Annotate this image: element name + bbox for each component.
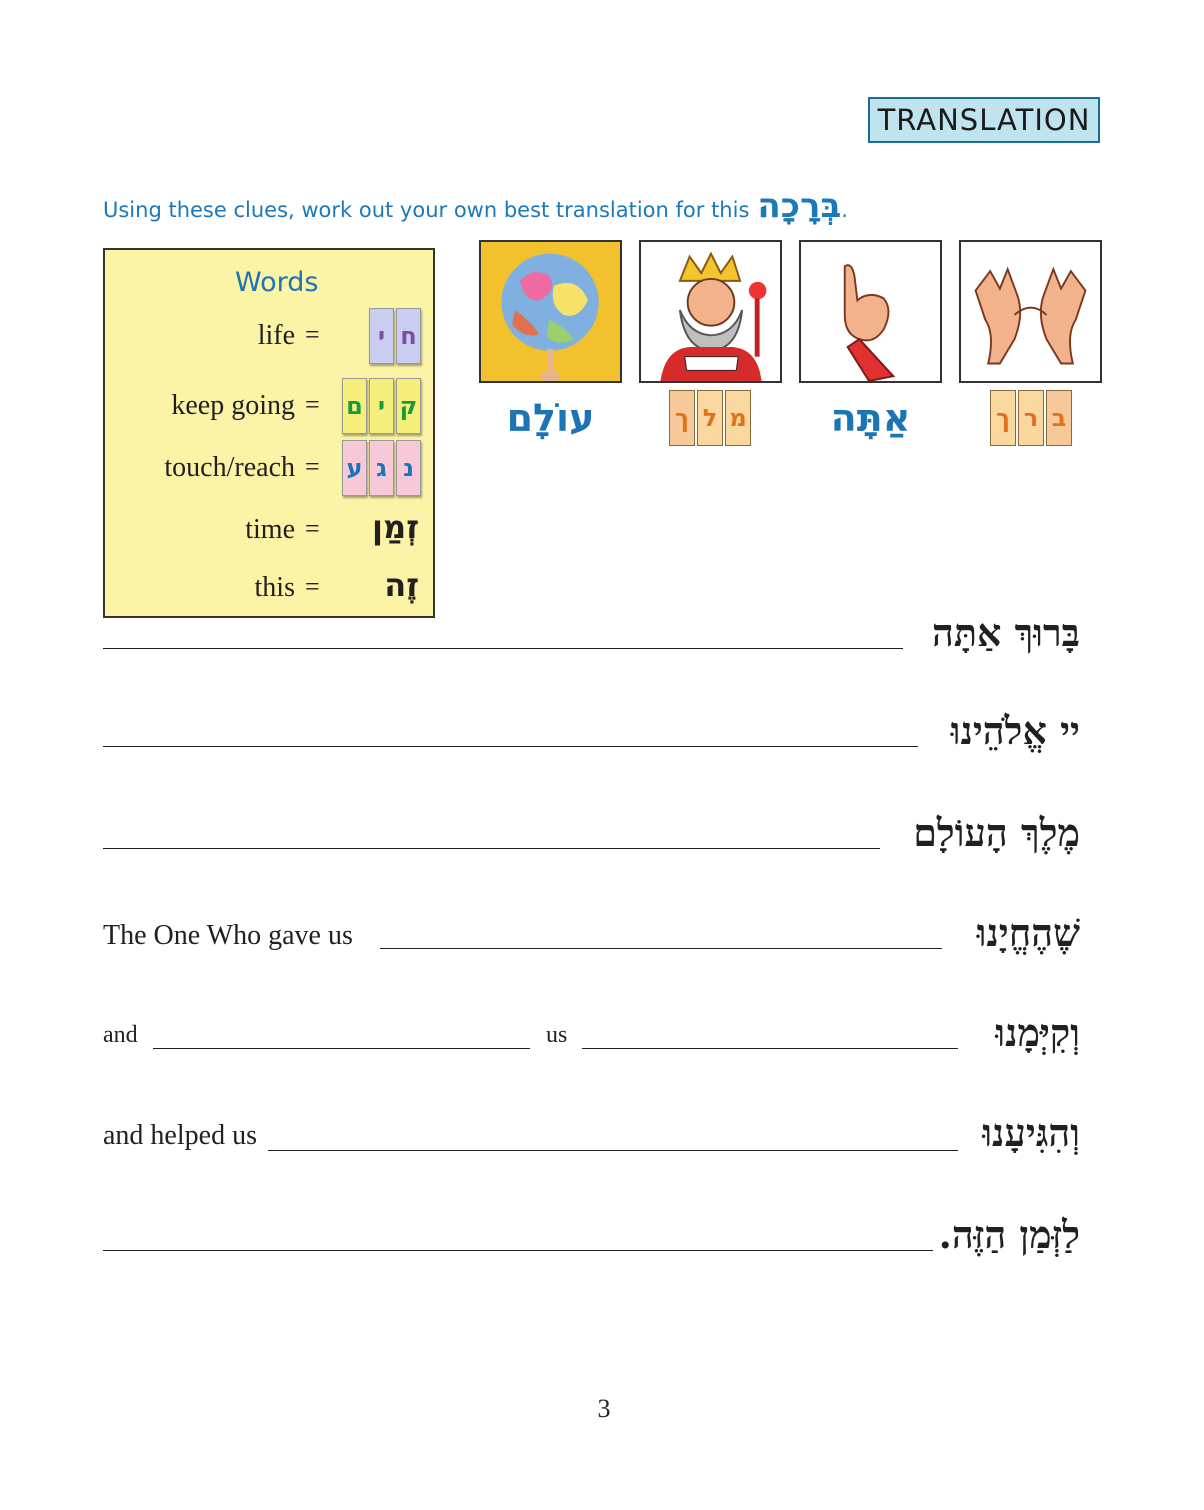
answer-line[interactable] [268,1150,958,1151]
letter-tile: ל [697,390,723,446]
word-row-touch-reach [105,440,435,500]
blessing-line-hebrew: לַזְּמַן הַזֶּה. [938,1212,1080,1257]
blessing-hands-icon [961,242,1100,381]
letter-tiles [342,440,421,496]
instruction-hebrew-word: בְּרָכָה [757,186,842,226]
equals-sign: = [305,572,320,601]
pointing-hand-icon [801,242,940,381]
letter-tile: נ [396,440,421,496]
answer-line[interactable] [103,746,918,747]
letter-tile: י [369,308,394,364]
blessing-line-hebrew: וְקִיְּמָנוּ [995,1010,1080,1055]
english-middle: us [546,1022,568,1048]
king-picture [639,240,782,383]
words-box [103,248,435,618]
word-row-time [105,502,435,562]
letter-tile: ב [1046,390,1072,446]
word-english: keep going [171,390,295,421]
instruction-text [103,186,848,226]
equals-sign: = [305,452,320,481]
blessing-line-hebrew: וְהִגִּיעָנוּ [982,1110,1080,1155]
blessing-line-hebrew: שֶׁהֶחֱיָנוּ [976,910,1080,955]
letter-tile: ר [1018,390,1044,446]
letter-tile: ע [342,440,367,496]
picture-caption: אַתָּה [830,396,911,440]
instruction-period: . [841,198,848,222]
answer-line[interactable] [103,1250,933,1251]
word-english: life [257,320,295,351]
word-hebrew: זְמַן [372,508,419,546]
blessing-line-hebrew: יי אֱלֹהֵינוּ [950,708,1080,753]
letter-tiles [369,308,421,364]
word-row-life [105,308,435,368]
blessing-picture [959,240,1102,383]
globe-picture [479,240,622,383]
equals-sign: = [305,390,320,419]
answer-line[interactable] [103,648,903,649]
words-heading: Words [235,267,319,298]
letter-tile: ך [990,390,1016,446]
answer-line[interactable] [380,948,942,949]
word-row-keep-going [105,378,435,438]
letter-tile: ם [342,378,367,434]
blessing-line-hebrew: מֶלֶךְ הָעוֹלָם [913,810,1080,855]
word-row-this [105,560,435,620]
equals-sign: = [305,514,320,543]
blessing-line-hebrew: בָּרוּךְ אַתָּה [931,610,1080,655]
word-english: touch/reach [164,452,295,483]
letter-tile: ק [396,378,421,434]
equals-sign: = [305,320,320,349]
letter-tiles [342,378,421,434]
letter-tile: י [369,378,394,434]
letter-tile: ח [396,308,421,364]
picture-caption-tiles [669,390,751,446]
page-number: 3 [597,1394,611,1423]
instruction-body: Using these clues, work out your own best translation for this [103,198,750,222]
letter-tile: ג [369,440,394,496]
english-prefix: and [103,1022,138,1048]
word-english: time [245,514,295,545]
answer-line[interactable] [103,848,880,849]
word-english: this [254,572,295,603]
letter-tile: ך [669,390,695,446]
pointing-picture [799,240,942,383]
letter-tile: מ [725,390,751,446]
section-title: TRANSLATION [868,97,1100,143]
word-hebrew: זֶה [384,566,419,604]
picture-caption: עוֹלָם [506,396,595,440]
globe-icon [481,242,620,381]
picture-caption-tiles [990,390,1072,446]
king-icon [641,242,780,381]
answer-line[interactable] [153,1048,530,1049]
english-prefix: and helped us [103,1120,257,1151]
answer-line[interactable] [582,1048,958,1049]
english-prefix: The One Who gave us [103,920,353,951]
